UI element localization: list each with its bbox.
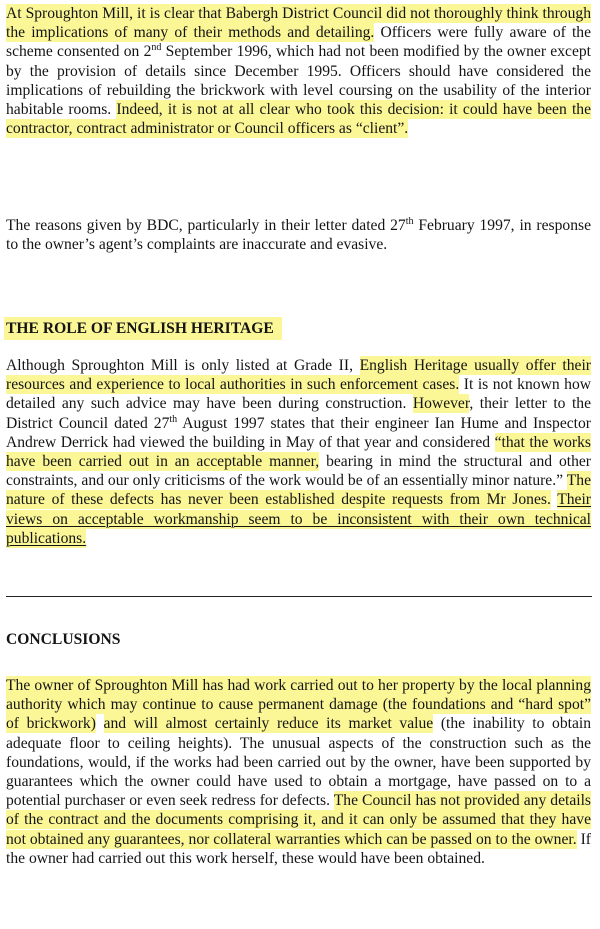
text-segment <box>96 715 104 732</box>
highlighted-text: and will almost certainly reduce its market value <box>103 715 434 733</box>
highlighted-text: Indeed, it is not at all clear who took this decision: it could have been the contractor, contract administrator or Council officers as “client”. <box>6 101 591 138</box>
text-segment: August 1997 states that their engineer Ian Hume and Inspector Andrew Derrick had viewed the building in May of that year and considered <box>6 414 592 451</box>
highlighted-text: At Sproughton Mill, it is clear that Babergh District Council did not thoroughly think through the implications of many of their methods and detailing. <box>6 5 591 42</box>
highlighted-text: The nature of these defects has never been established despite requests from Mr Jones. <box>6 472 591 509</box>
heading-role-of-english-heritage: THE ROLE OF ENGLISH HERITAGE <box>4 317 282 340</box>
text-segment: February 1997, in response to the owner’s agent’s complaints are inaccurate and evasive. <box>6 217 591 254</box>
text-segment: Although Sproughton Mill is only listed at Grade II, <box>6 357 360 374</box>
text-segment: bearing in mind the structural and other constraints, and our only criticisms of the work would be of an essentially minor nature.” <box>6 453 591 490</box>
highlighted-text: The owner of Sproughton Mill has had work carried out to her property by the local planning authority which may continue to cause permanent damage (the foundations and “hard spot” of brickwork) <box>6 677 591 733</box>
paragraph-bdc-reasons <box>6 216 591 254</box>
paragraph-english-heritage <box>6 356 591 548</box>
highlighted-text: “that the works have been carried out in an acceptable manner, <box>6 433 591 471</box>
highlighted-text: Their views on acceptable workmanship seem to be inconsistent with their own technical publications. <box>6 491 591 547</box>
paragraph-district-council-methods <box>6 4 591 138</box>
text-segment: , their letter to the District Council dated 27 <box>6 395 592 432</box>
text-segment: September 1996, which had not been modified by the owner except by the provision of details since December 1995. Officers should have considered the implications of rebuilding the brickwork with level coursing on the usability of the interior habitable rooms. <box>6 43 591 119</box>
text-segment: It is not known how detailed any such advice may have been during construction. <box>6 376 591 413</box>
paragraph-conclusions <box>6 676 591 868</box>
highlighted-text: English Heritage usually offer their resources and experience to local authorities in such enforcement cases. <box>6 357 591 394</box>
ordinal-suffix: th <box>405 215 414 227</box>
text-segment: (the inability to obtain adequate floor to ceiling heights). The unusual aspects of the construction such as the foundations, would, if the works had been carried out by the owner, have been supported by guarantees which the owner could have used to obtain a mortgage, have passed on to a potential purchaser or even seek redress for defects. <box>6 715 592 810</box>
text-segment: The reasons given by BDC, particularly in their letter dated 27 <box>6 217 406 234</box>
highlighted-text: The Council has not provided any details of the contract and the documents comprising it, and it can only be assumed that they have not obtained any guarantees, nor collateral warranties which can be passed on to the owner. <box>6 792 591 848</box>
heading-conclusions: CONCLUSIONS <box>6 631 121 648</box>
ordinal-suffix: th <box>169 413 178 425</box>
underline-rule <box>6 596 592 597</box>
highlighted-text: However <box>412 395 470 413</box>
ordinal-suffix: nd <box>151 42 162 54</box>
text-segment: Officers were fully aware of the scheme consented on 2 <box>6 24 591 61</box>
text-segment: If the owner had carried out this work herself, these would have been obtained. <box>6 830 591 867</box>
